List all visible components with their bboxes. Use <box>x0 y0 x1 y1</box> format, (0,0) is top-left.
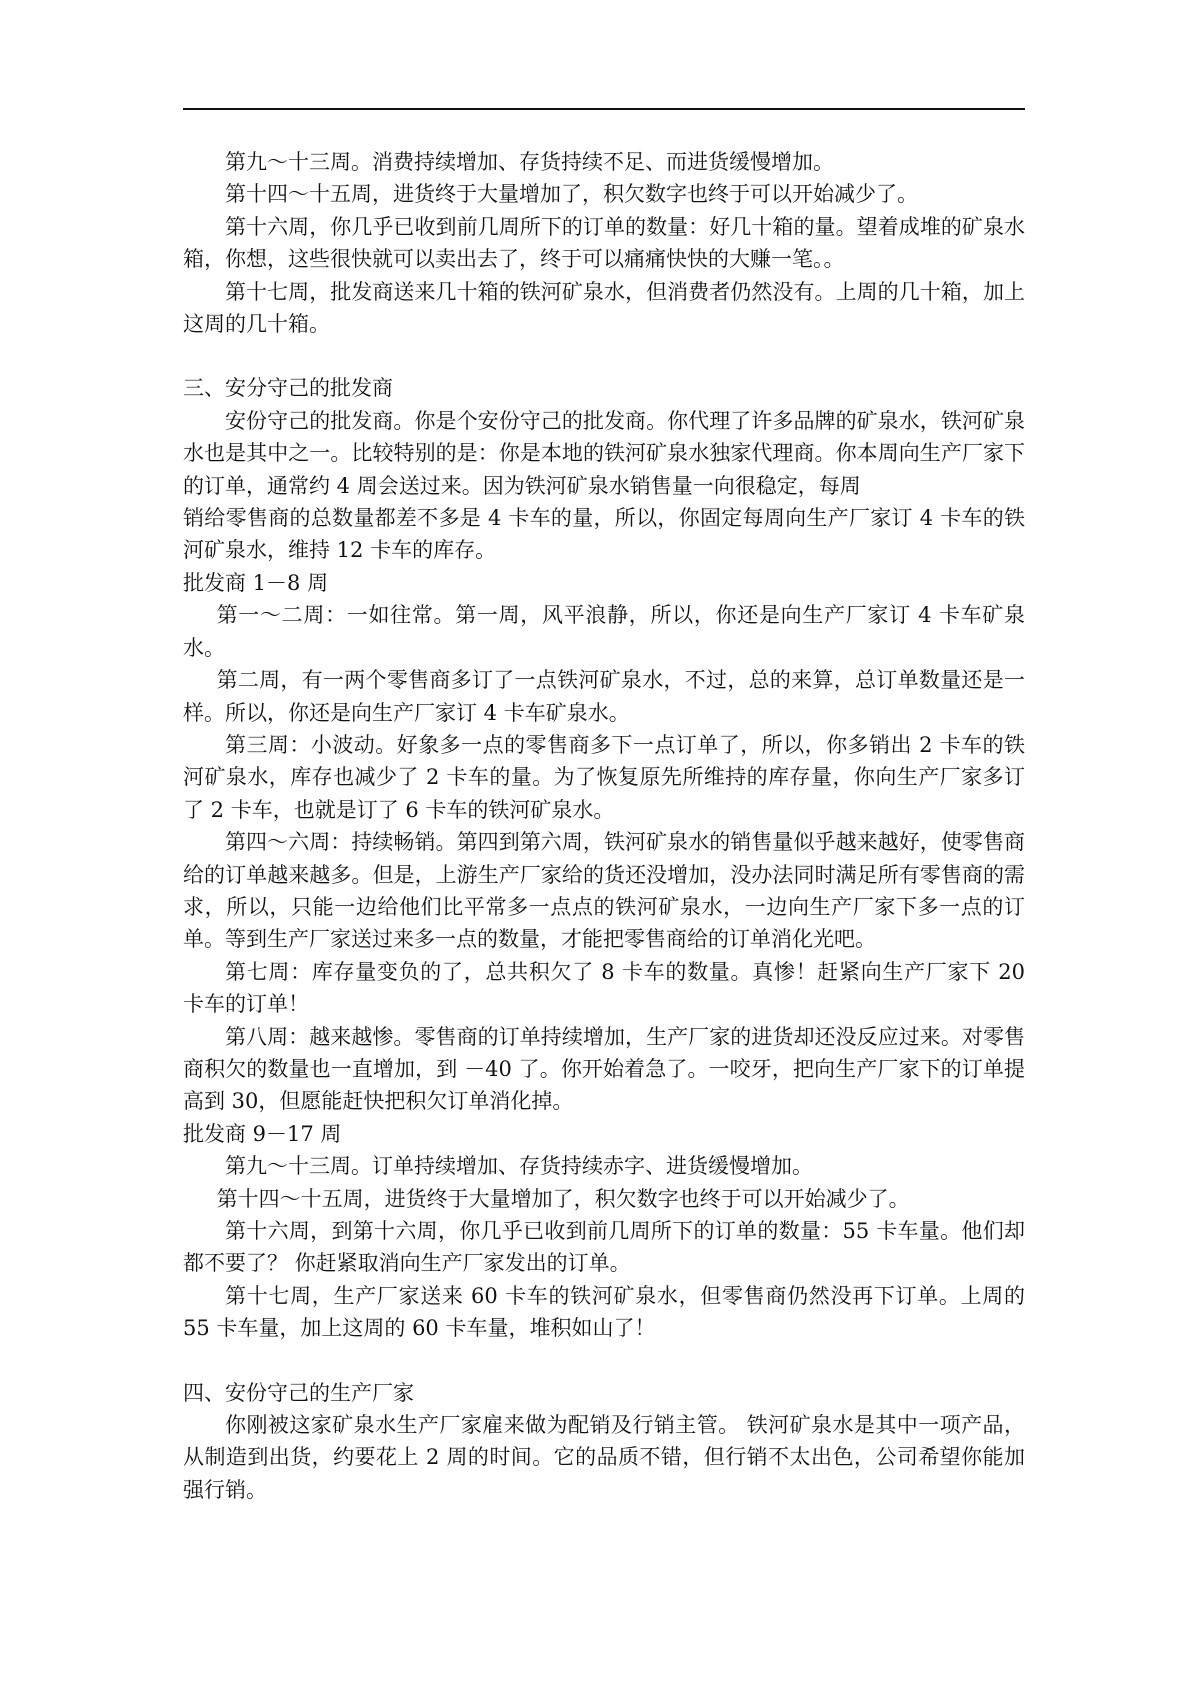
paragraph: 第十七周，批发商送来几十箱的铁河矿泉水，但消费者仍然没有。上周的几十箱，加上这周的几十箱。 <box>183 279 1025 337</box>
paragraph: 第七周：库存量变负的了，总共积欠了 8 卡车的数量。真惨！赶紧向生产厂家下 20 卡车的订单！ <box>183 959 1025 1017</box>
paragraph: 第九～十三周。消费持续增加、存货持续不足、而进货缓慢增加。 <box>225 150 834 174</box>
section-gap <box>183 1345 1025 1377</box>
paragraph: 安份守己的批发商。你是个安份守己的批发商。你代理了许多品牌的矿泉水，铁河矿泉水也是其中之一。比较特别的是：你是本地的铁河矿泉水独家代理商。你本周向生产厂家下的订单，通常约 4 周会送过来。因为铁河矿泉水销售量一向很稳定，每周 <box>183 408 1025 498</box>
header-rule <box>183 108 1025 110</box>
section-heading: 四、安份守己的生产厂家 <box>183 1380 414 1405</box>
paragraph: 第八周：越来越惨。零售商的订单持续增加，生产厂家的进货却还没反应过来。对零售商积欠的数量也一直增加，到 －40 了。你开始着急了。一咬牙，把向生产厂家下的订单提高到 30，但愿能赶快把积欠订单消化掉。 <box>183 1024 1025 1114</box>
paragraph: 第四～六周：持续畅销。第四到第六周，铁河矿泉水的销售量似乎越来越好，使零售商给的订单越来越多。但是，上游生产厂家给的货还没增加，没办法同时满足所有零售商的需求，所以，只能一边给他们比平常多一点点的铁河矿泉水，一边向生产厂家下多一点的订单。等到生产厂家送过来多一点的数量，才能把零售商给的订单消化光吧。 <box>183 830 1025 952</box>
section-heading: 批发商 9－17 周 <box>183 1121 342 1146</box>
paragraph: 第十六周，到第十六周，你几乎已收到前几周所下的订单的数量：55 卡车量。他们却都不要了？ 你赶紧取消向生产厂家发出的订单。 <box>183 1219 1025 1276</box>
paragraph: 第十四～十五周，进货终于大量增加了，积欠数字也终于可以开始减少了。 <box>225 182 918 207</box>
paragraph: 第二周，有一两个零售商多订了一点铁河矿泉水，不过，总的来算，总订单数量还是一样。所以，你还是向生产厂家订 4 卡车矿泉水。 <box>183 668 1025 725</box>
paragraph: 第九～十三周。订单持续增加、存货持续赤字、进货缓慢增加。 <box>225 1154 813 1179</box>
paragraph: 第三周：小波动。好象多一点的零售商多下一点订单了，所以，你多销出 2 卡车的铁河矿泉水，库存也减少了 2 卡车的量。为了恢复原先所维持的库存量，你向生产厂家多订了 2 卡车，也就是订了 6 卡车的铁河矿泉水。 <box>183 732 1025 822</box>
paragraph: 第一～二周：一如往常。第一周，风平浪静，所以，你还是向生产厂家订 4 卡车矿泉水。 <box>183 603 1025 660</box>
paragraph: 第十七周，生产厂家送来 60 卡车的铁河矿泉水，但零售商仍然没再下订单。上周的 55 卡车量，加上这周的 60 卡车量，堆积如山了！ <box>183 1283 1025 1341</box>
document-body <box>183 146 1025 1506</box>
paragraph: 你刚被这家矿泉水生产厂家雇来做为配销及行销主管。 铁河矿泉水是其中一项产品，从制造到出货，约要花上 2 周的时间。它的品质不错，但行销不太出色，公司希望你能加强行销。 <box>183 1413 1025 1502</box>
section-gap <box>183 340 1025 372</box>
section-heading: 三、安分守己的批发商 <box>183 376 393 401</box>
section-heading: 批发商 1－8 周 <box>183 570 329 595</box>
paragraph: 第十四～十五周，进货终于大量增加了，积欠数字也终于可以开始减少了。 <box>216 1186 910 1211</box>
paragraph: 第十六周，你几乎已收到前几周所下的订单的数量：好几十箱的量。望着成堆的矿泉水箱，你想，这些很快就可以卖出去了，终于可以痛痛快快的大赚一笔。。 <box>183 214 1025 272</box>
paragraph: 销给零售商的总数量都差不多是 4 卡车的量，所以，你固定每周向生产厂家订 4 卡车的铁河矿泉水，维持 12 卡车的库存。 <box>183 506 1025 563</box>
